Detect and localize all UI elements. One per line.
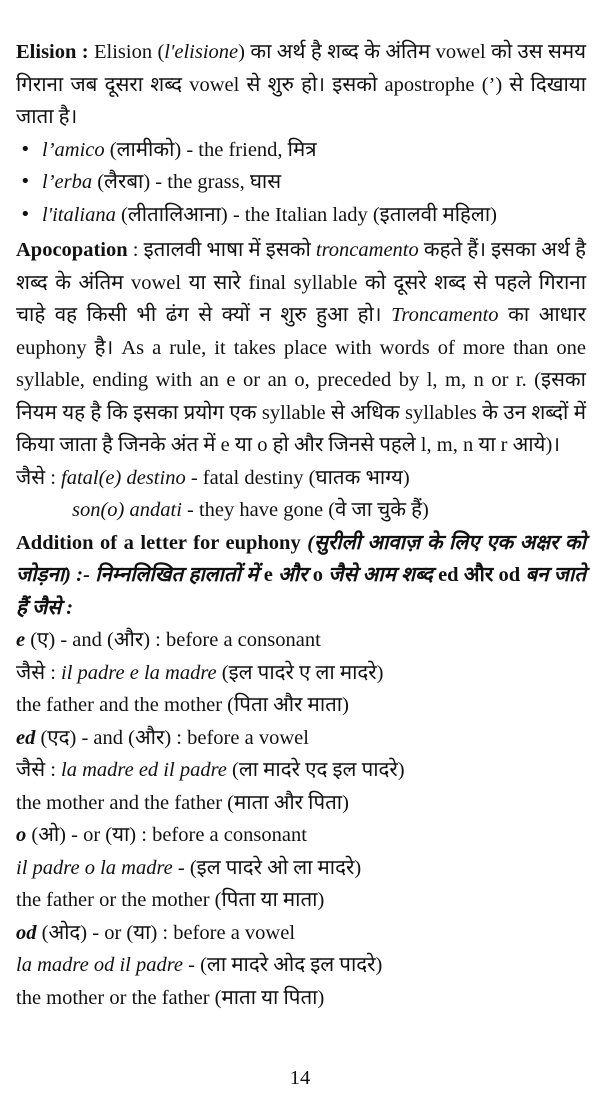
rule-line [16,917,586,950]
elision-text-b: ) का अर्थ है शब्द के अंतिम vowel को उस समय गिराना जब दूसरा शब्द vowel से शुरु हो। इसको apostrophe (’) से दिखाया जाता है। [16,41,587,128]
example-text: - fatal destiny (घातक भाग्य) [185,466,410,489]
example-italic: l’erba [42,171,93,193]
apocopation-paragraph [16,234,586,462]
addition-connector: और [458,564,499,586]
example-text: (इल पादरे ए ला मादरे) [216,661,384,684]
example-text: (लीतालिआना) - the Italian lady (इतालवी महिला) [115,203,497,226]
rule-example [16,657,586,690]
apocopation-term: Apocopation [16,239,128,261]
apocopation-italic-word: troncamento [315,239,419,261]
rule-block-o [16,819,586,917]
rule-translation: the mother and the father (माता और पिता) [16,791,349,814]
rule-block-ed [16,722,586,820]
rule-text: (ओद) - or (या) : before a vowel [36,921,296,944]
addition-letter-o: o [312,564,323,586]
rule-example [16,754,586,787]
list-item [16,199,586,232]
apocopation-text-c: का आधार euphony है। As a rule, it takes place with words of more than one syllable, ending with an e or an o, preceded by l, m, n or r. (इसका नियम यह है कि इसका प्रयोग एक syllable से अधिक syllables के उन शब्दों में किया जाता है जिनके अंत में e या o हो और जिनसे पहले l, m, n या r आये)। [16,304,586,456]
list-item [16,134,586,167]
rule-text: (ए) - and (और) : before a consonant [25,629,321,651]
rule-translation: the father or the mother (पिता या माता) [16,889,325,911]
rule-translation: the father and the mother (पिता और माता) [16,694,349,716]
example-prefix: जैसे : [16,661,62,684]
rule-text: (ओ) - or (या) : before a consonant [26,824,307,846]
rule-block-od [16,917,586,1015]
example-italic: l'italiana [42,203,116,226]
addition-word-od: od [498,564,521,586]
rule-line [16,722,586,755]
elision-term: Elision : [16,41,89,63]
rule-text: (एद) - and (और) : before a vowel [35,726,309,749]
addition-heading-hindi: (सुरीली आवाज़ के लिए एक अक्षर को जोड़ना) :- निम्नलिखित हालातों में [16,531,586,586]
addition-heading: Addition of a letter for euphony [16,531,301,554]
elision-examples-list [16,134,586,232]
example-prefix: जैसे : [16,466,62,489]
example-prefix: जैसे : [16,759,62,781]
rule-example [16,852,586,885]
addition-connector: जैसे आम शब्द [322,564,439,586]
example-italic: la madre od il padre [16,954,184,976]
example-text: - (ला मादरे ओद इल पादरे) [183,954,383,976]
example-text: - they have gone (वे जा चुके हैं) [181,499,429,521]
addition-connector: और [272,564,313,586]
addition-paragraph [16,527,586,625]
apocopation-example-1 [16,462,586,495]
example-text: (ला मादरे एद इल पादरे) [226,759,405,781]
example-italic: la madre ed il padre [61,759,227,781]
addition-word-ed: ed [438,564,459,586]
rule-block-e [16,624,586,722]
apocopation-text-b: कहते हैं। इसका अर्थ है शब्द के अंतिम vowel या सारे final syllable को दूसरे शब्द से पहले गिराना चाहे वह किसी भी ढंग से क्यों न शुरु हुआ हो। [16,239,586,326]
rule-word: o [16,824,27,846]
elision-text-a: Elision ( [88,41,165,63]
rule-word: e [16,629,26,651]
list-item [16,166,586,199]
example-italic: fatal(e) destino [61,466,186,489]
apocopation-text-a: : इतालवी भाषा में इसको [127,239,316,261]
addition-tail: बन जाते हैं जैसे : [16,564,587,619]
apocopation-example-2 [16,494,586,527]
rule-line [16,819,586,852]
elision-paragraph [16,36,586,134]
addition-letter-e: e [263,564,273,586]
page-number: 14 [289,1067,311,1089]
rule-example [16,949,586,982]
example-italic: son(o) andati [72,499,182,521]
example-italic: l’amico [42,138,105,161]
rule-word: ed [16,726,36,749]
example-text: - (इल पादरे ओ ला मादरे) [172,856,362,879]
rule-translation: the mother or the father (माता या पिता) [16,986,325,1009]
rule-line [16,624,586,657]
apocopation-italic-word-2: Troncamento [391,304,499,326]
example-text: (लामीको) - the friend, मित्र [104,138,317,161]
example-italic: il padre o la madre [16,856,173,879]
example-italic: il padre e la madre [61,661,217,684]
example-text: (लैरबा) - the grass, घास [92,171,282,193]
elision-italic-word: l'elisione [164,41,239,63]
rule-word: od [16,921,37,944]
